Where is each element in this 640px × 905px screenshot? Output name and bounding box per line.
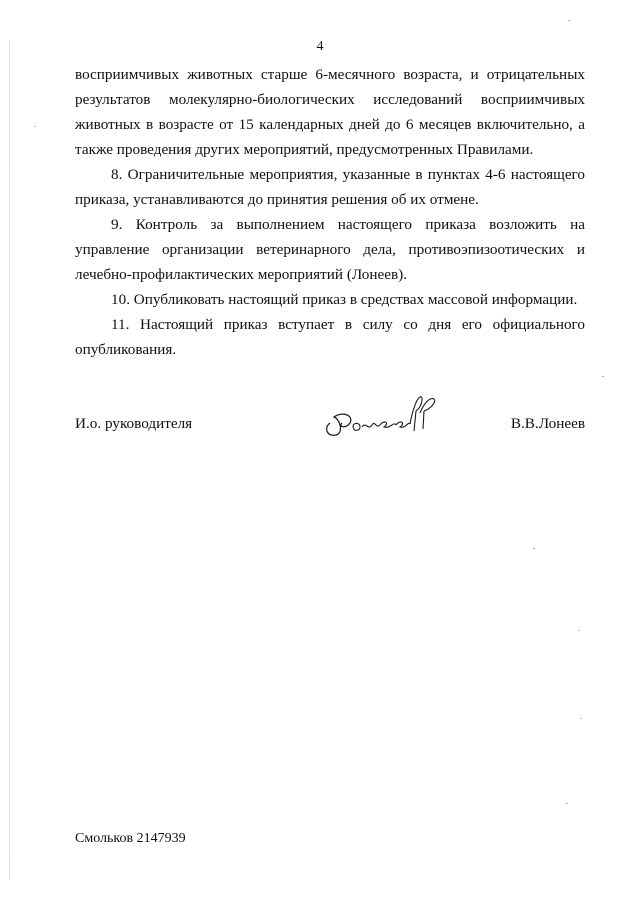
handwritten-signature [320,393,440,443]
scan-speck [602,376,604,377]
paragraph-item-9: 9. Контроль за выполнением настоящего приказа возложить на управление организации ветеринарного дела, противоэпизоотических и лечебно-профилактических мероприятий (Лонеев). [75,216,585,283]
paragraph-item-11: 11. Настоящий приказ вступает в силу со дня его официального опубликования. [75,316,585,358]
page-number: 4 [316,39,324,54]
scan-speck [566,803,568,804]
scan-speck [34,126,36,127]
paragraph-item-8: 8. Ограничительные мероприятия, указанные в пунктах 4-6 настоящего приказа, устанавливаются до принятия решения об их отмене. [75,166,585,208]
paragraph-continuation: восприимчивых животных старше 6-месячного возраста, и отрицательных результатов молекулярно-биологических исследований восприимчивых животных в возрасте от 15 календарных дней до 6 месяцев включительно, а также проведения других мероприятий, предусмотренных Правилами. [75,66,585,158]
paragraph-item-10: 10. Опубликовать настоящий приказ в средствах массовой информации. [111,291,578,308]
scan-edge-line [9,40,10,880]
executor-note: Смольков 2147939 [75,831,186,846]
signature-block [75,415,585,455]
scan-speck [580,718,582,719]
scan-speck [578,630,580,631]
scan-speck [533,548,535,549]
scan-speck [568,20,570,21]
signatory-name: В.В.Лонеев [510,415,585,432]
document-body [75,62,585,362]
position-title: И.о. руководителя [75,415,193,432]
